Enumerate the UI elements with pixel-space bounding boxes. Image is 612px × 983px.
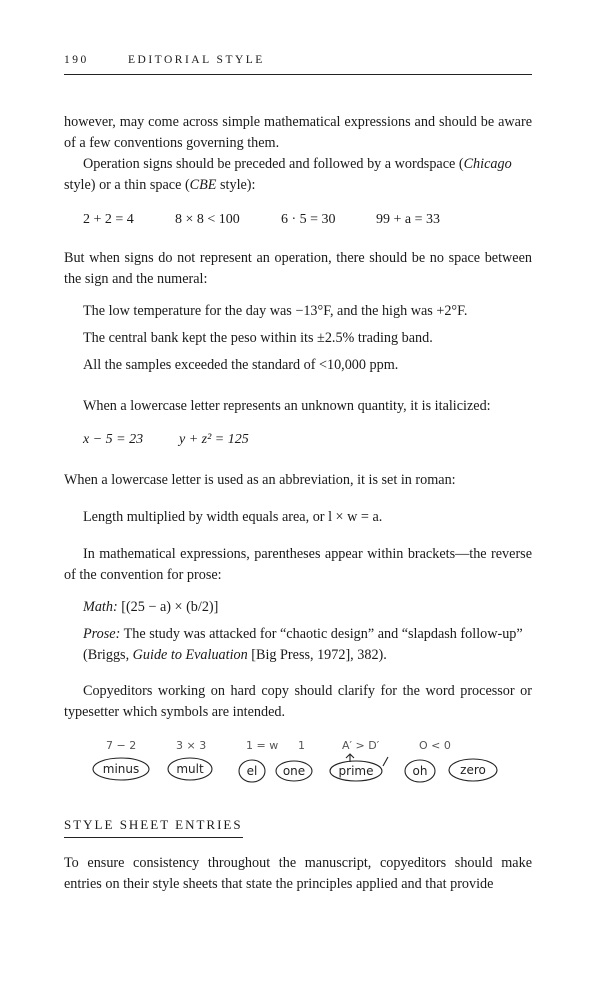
example-area: Length multiplied by width equals area, or l × w = a.: [83, 509, 383, 525]
paragraph-operation-signs: Operation signs should be preceded and followed by a wordspace (Chicago style) or a thin space (CBE style):: [64, 156, 512, 193]
equation-row-operations: [83, 212, 440, 228]
hand-label: zero: [460, 763, 486, 777]
hand-label: prime: [338, 764, 374, 778]
paragraph-style-sheet: To ensure consistency throughout the manuscript, copyeditors should make entries on their style sheets that state the principles applied and that provide: [64, 855, 532, 892]
hand-symbol: O < 0: [419, 739, 451, 752]
running-title: EDITORIAL STYLE: [128, 54, 265, 66]
prose-example: Prose: The study was attacked for “chaotic design” and “slapdash follow-up” (Briggs, Guide to Evaluation [Big Press, 1972], 382).: [83, 626, 523, 663]
paragraph-no-space: But when signs do not represent an operation, there should be no space between the sign and the numeral:: [64, 250, 532, 287]
hand-label: oh: [412, 764, 428, 778]
handwritten-markup-illustration: [84, 736, 524, 786]
paragraph-italic-variable: When a lowercase letter represents an unknown quantity, it is italicized:: [83, 398, 491, 414]
equation: 6 · 5 = 30: [281, 212, 336, 227]
hand-label: minus: [102, 762, 140, 776]
hand-symbol: 1 = w: [246, 739, 279, 752]
hand-label: one: [282, 764, 306, 778]
page-number: 190: [64, 54, 89, 66]
hand-symbol: A′ > D′: [342, 739, 380, 752]
equation-row-variables: [83, 432, 249, 448]
paragraph-roman-abbreviation: When a lowercase letter is used as an abbreviation, it is set in roman:: [64, 472, 456, 488]
section-heading: STYLE SHEET ENTRIES: [64, 817, 243, 838]
equation: 2 + 2 = 4: [83, 212, 134, 227]
hand-symbol: 7 − 2: [106, 739, 137, 752]
hand-symbol: 3 × 3: [176, 739, 207, 752]
pointer-line: [383, 757, 388, 766]
example-peso: The central bank kept the peso within its ±2.5% trading band.: [83, 330, 433, 346]
equation: 8 × 8 < 100: [175, 212, 240, 227]
equation: 99 + a = 33: [376, 212, 441, 227]
hand-label: mult: [176, 762, 204, 776]
equation: y + z² = 125: [179, 432, 249, 447]
running-header: [64, 52, 532, 75]
math-example: Math: [(25 − a) × (b/2)]: [83, 599, 219, 615]
paragraph-hard-copy: Copyeditors working on hard copy should clarify for the word processor or typesetter which symbols are intended.: [64, 683, 532, 720]
hand-label: el: [246, 764, 258, 778]
example-temperature: The low temperature for the day was −13°F, and the high was +2°F.: [83, 303, 468, 319]
equation: x − 5 = 23: [83, 432, 144, 447]
paragraph-brackets: In mathematical expressions, parentheses appear within brackets—the reverse of the convention for prose:: [64, 546, 532, 583]
hand-symbol: 1: [298, 739, 305, 752]
example-samples: All the samples exceeded the standard of <10,000 ppm.: [83, 357, 399, 373]
paragraph-intro: however, may come across simple mathematical expressions and should be aware of a few conventions governing them.: [64, 114, 532, 151]
